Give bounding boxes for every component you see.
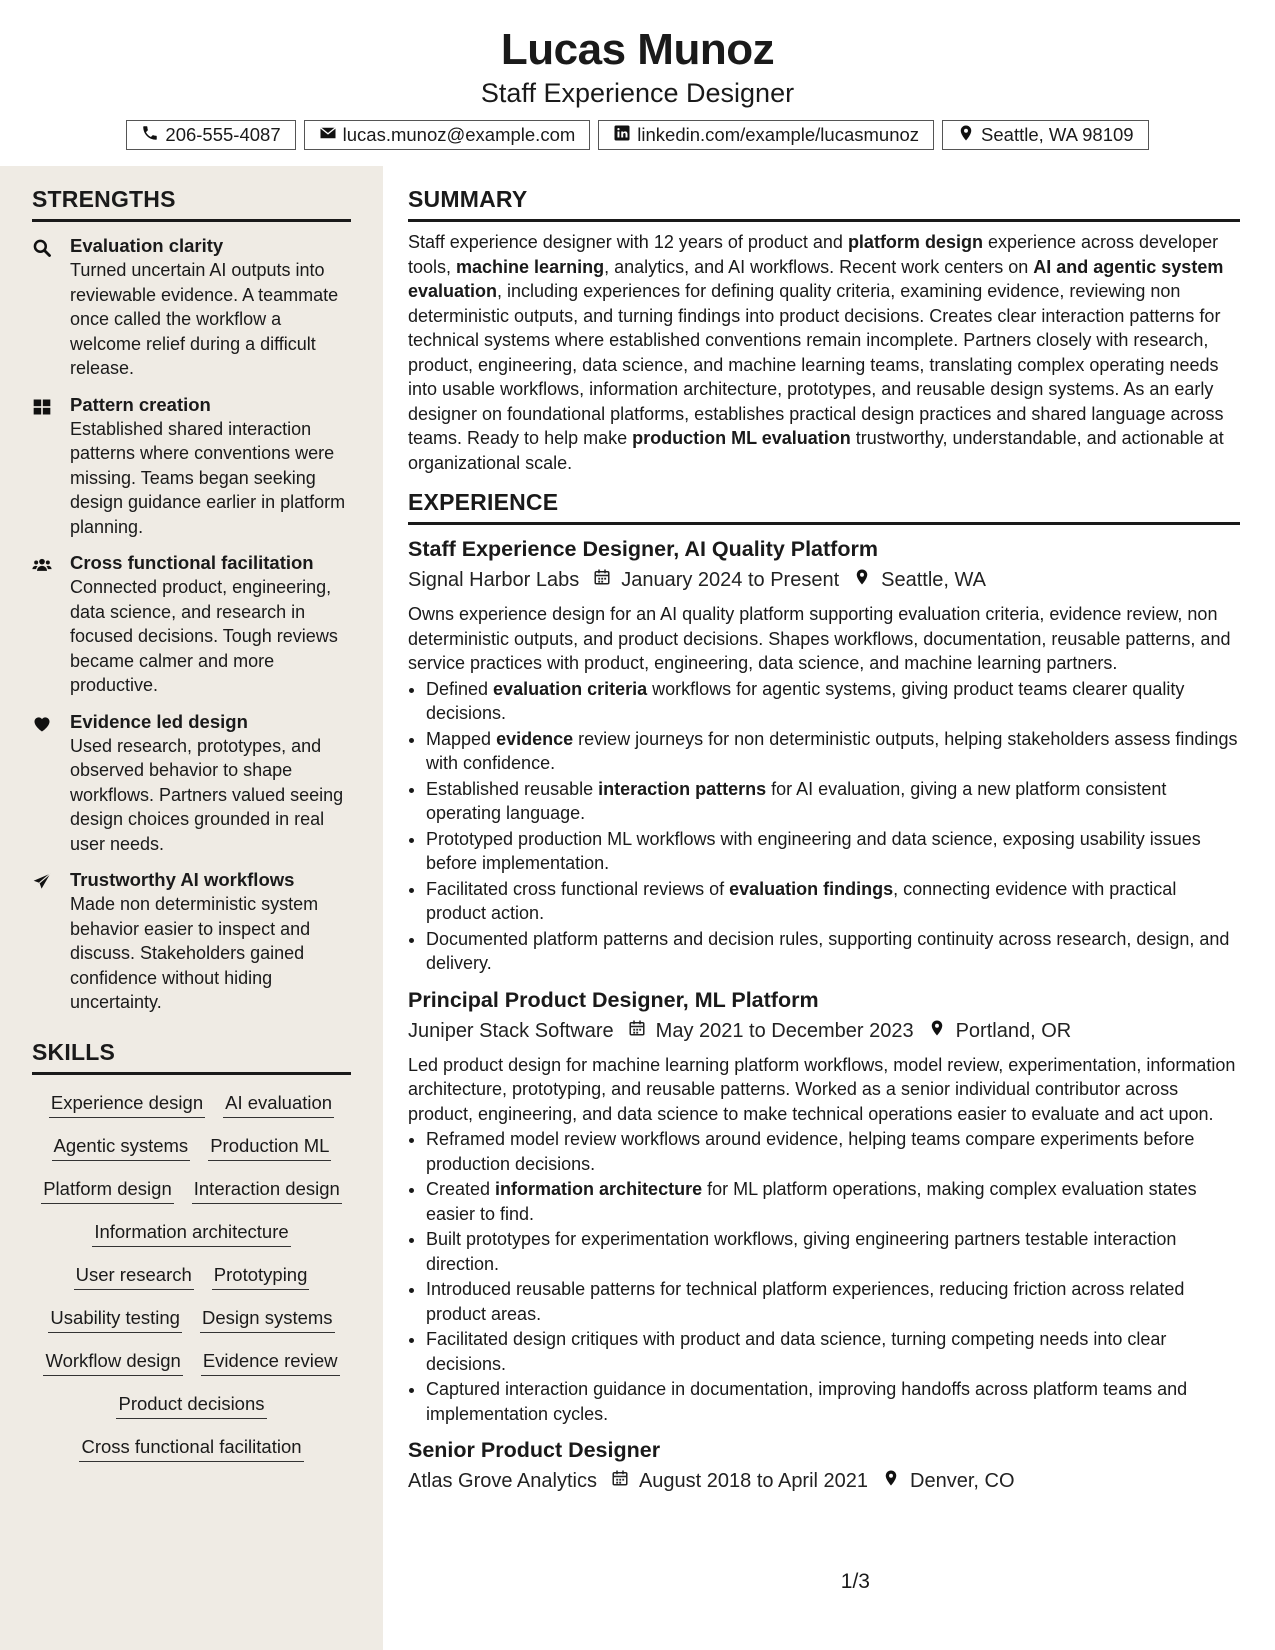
bullet-item: • Facilitated cross functional reviews of evaluation findings, connecting evidence with practical product action. — [426, 877, 1240, 926]
sidebar — [0, 166, 383, 1650]
main-content — [408, 166, 1240, 1495]
job-company: Atlas Grove Analytics — [408, 1470, 597, 1492]
skills-list — [32, 1091, 351, 1462]
calendar-icon — [597, 1467, 639, 1495]
job-description: Led product design for machine learning platform workflows, model review, experimentation, information architecture, prototyping, and reusable patterns. Worked as a senior individual contributor across product, engineering, and data science to make technical operations easier to evaluate and act upon. — [408, 1054, 1236, 1124]
person-title: Staff Experience Designer — [480, 78, 795, 108]
contact-text: lucas.munoz@example.com — [342, 124, 576, 145]
strengths-heading: STRENGTHS — [32, 186, 351, 222]
skill-tag: Product decisions — [116, 1392, 266, 1419]
strength-title: Cross functional facilitation — [70, 552, 314, 573]
summary-text: Staff experience designer with 12 years of product and platform design experience across developer tools, machine learning, analytics, and AI workflows. Recent work centers on AI and agentic system evaluation, including experiences for defining quality criteria, examining evidence, reviewing non deterministic outputs, and turning findings into product decisions. Creates clear interaction patterns for technical systems where established conventions remain incomplete. Partners closely with research, product, engineering, data science, and machine learning teams, translating complex operating needs into usable workflows, information architecture, prototypes, and reusable design systems. As an early designer on foundational platforms, establishes practical design practices and shared language across teams. Ready to help make production ML evaluation trustworthy, understandable, and actionable at organizational scale. — [408, 232, 1224, 473]
skill-tag: User research — [74, 1263, 194, 1290]
experience-heading: EXPERIENCE — [408, 489, 1240, 525]
job-title: Senior Product Designer — [408, 1438, 661, 1462]
heart-icon — [32, 710, 70, 857]
job-entry — [408, 535, 1240, 976]
linkedin-icon — [613, 124, 631, 147]
strength-title: Pattern creation — [70, 393, 211, 415]
bullet-item: • Prototyped production ML workflows with engineering and data science, exposing usability issues before implementation. — [426, 827, 1240, 876]
page-number: 1/3 — [840, 1570, 870, 1593]
map-pin-icon — [839, 566, 881, 594]
map-pin-icon — [957, 124, 975, 147]
skill-tag: Information architecture — [92, 1220, 290, 1247]
summary-heading: SUMMARY — [408, 186, 1240, 222]
job-meta — [408, 566, 1240, 594]
bullet-item: • Established reusable interaction patterns for AI evaluation, giving a new platform consistent operating language. — [426, 777, 1240, 826]
strength-item — [32, 710, 351, 857]
resume-header — [0, 0, 1275, 150]
job-dates: January 2024 to Present — [621, 569, 840, 591]
skills-heading: SKILLS — [32, 1039, 351, 1075]
map-pin-icon — [868, 1467, 910, 1495]
job-dates: May 2021 to December 2023 — [655, 1019, 914, 1042]
bullet-item: • Defined evaluation criteria workflows for agentic systems, giving product teams clearer quality decisions. — [426, 677, 1240, 726]
skill-tag: AI evaluation — [223, 1091, 334, 1118]
map-pin-icon — [914, 1017, 956, 1045]
strength-description: Established shared interaction patterns where conventions were missing. Teams began seeking design guidance earlier in platform planning. — [70, 418, 346, 537]
skill-tag: Usability testing — [48, 1306, 182, 1333]
strength-item — [32, 393, 351, 540]
strength-description: Made non deterministic system behavior easier to inspect and discuss. Stakeholders gained confidence without hiding uncertainty. — [70, 894, 319, 1012]
bullet-item: • Mapped evidence review journeys for non deterministic outputs, helping stakeholders assess findings with confidence. — [426, 727, 1240, 776]
job-meta — [408, 1017, 1240, 1045]
contact-bar — [0, 120, 1275, 150]
contact-email[interactable] — [304, 120, 591, 150]
job-entry — [408, 1436, 1240, 1495]
job-title: Staff Experience Designer, AI Quality Platform — [408, 537, 878, 561]
job-dates: August 2018 to April 2021 — [638, 1470, 869, 1492]
job-location: Portland, OR — [955, 1019, 1072, 1042]
job-entry — [408, 986, 1240, 1427]
grid-icon — [32, 393, 70, 540]
job-meta — [408, 1467, 1240, 1495]
skill-tag: Production ML — [208, 1134, 331, 1161]
contact-linkedin[interactable] — [598, 120, 934, 150]
envelope-icon — [319, 124, 337, 147]
skill-tag: Evidence review — [201, 1349, 340, 1376]
bullet-item: • Facilitated design critiques with product and data science, turning competing needs into clear decisions. — [426, 1327, 1240, 1376]
bullet-item: • Built prototypes for experimentation workflows, giving engineering partners testable interaction direction. — [426, 1227, 1240, 1276]
strength-item — [32, 868, 351, 1015]
skill-tag: Workflow design — [43, 1349, 182, 1376]
job-location: Denver, CO — [910, 1470, 1015, 1492]
skill-tag: Experience design — [49, 1091, 205, 1118]
strength-title: Trustworthy AI workflows — [70, 869, 295, 890]
job-title: Principal Product Designer, ML Platform — [408, 987, 819, 1012]
person-name: Lucas Munoz — [500, 25, 775, 74]
job-description: Owns experience design for an AI quality platform supporting evaluation criteria, evidence review, non deterministic outputs, and product decisions. Shapes workflows, documentation, reusable patterns, and service practices with product, engineering, data science, and machine learning partners. — [408, 604, 1231, 673]
skill-tag: Design systems — [200, 1306, 335, 1333]
job-company: Signal Harbor Labs — [408, 569, 580, 591]
strength-title: Evidence led design — [70, 710, 248, 732]
job-bullets — [408, 1127, 1240, 1426]
job-location: Seattle, WA — [881, 569, 986, 591]
strength-description: Used research, prototypes, and observed behavior to shape workflows. Partners valued seeing design choices grounded in real user needs. — [70, 735, 344, 854]
bullet-item: • Reframed model review workflows around evidence, helping teams compare experiments before production decisions. — [426, 1127, 1240, 1176]
contact-location[interactable] — [942, 120, 1149, 150]
contact-text: 206-555-4087 — [165, 124, 281, 145]
strength-item — [32, 234, 351, 381]
contact-text: linkedin.com/example/lucasmunoz — [637, 124, 920, 145]
contact-text: Seattle, WA 98109 — [981, 124, 1134, 145]
skill-tag: Cross functional facilitation — [79, 1435, 303, 1462]
skill-tag: Platform design — [41, 1177, 174, 1204]
strength-title: Evaluation clarity — [70, 235, 224, 256]
contact-phone[interactable] — [126, 120, 295, 150]
bullet-item: • Introduced reusable patterns for technical platform experiences, reducing friction across related product areas. — [426, 1277, 1240, 1326]
calendar-icon — [579, 566, 621, 594]
bullet-item: • Documented platform patterns and decision rules, supporting continuity across research, design, and delivery. — [426, 927, 1240, 976]
bullet-item: • Captured interaction guidance in documentation, improving handoffs across platform teams and implementation cycles. — [426, 1377, 1240, 1426]
strength-description: Connected product, engineering, data science, and research in focused decisions. Tough reviews became calmer and more productive. — [70, 577, 338, 695]
paper-plane-icon — [32, 868, 70, 1015]
job-bullets — [408, 677, 1240, 976]
calendar-icon — [614, 1017, 656, 1045]
skill-tag: Interaction design — [192, 1177, 342, 1204]
users-icon — [32, 551, 70, 698]
skill-tag: Prototyping — [212, 1263, 310, 1290]
phone-icon — [141, 124, 159, 147]
strength-item — [32, 551, 351, 698]
search-icon — [32, 234, 70, 381]
skill-tag: Agentic systems — [52, 1134, 191, 1161]
bullet-item: • Created information architecture for ML platform operations, making complex evaluation states easier to find. — [426, 1177, 1240, 1226]
job-company: Juniper Stack Software — [408, 1019, 614, 1042]
strength-description: Turned uncertain AI outputs into reviewable evidence. A teammate once called the workflow a welcome relief during a difficult release. — [70, 260, 339, 378]
